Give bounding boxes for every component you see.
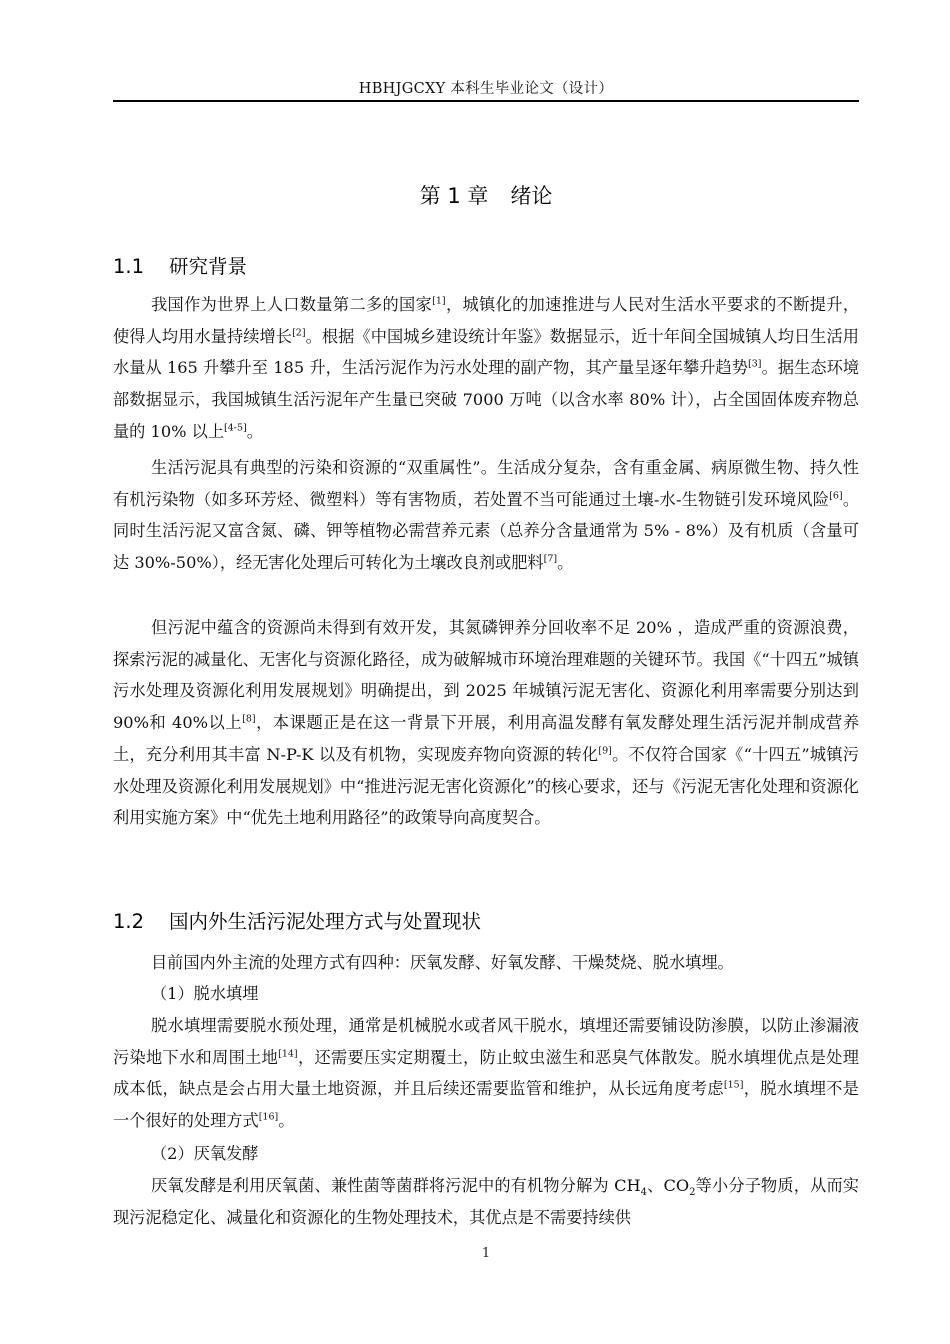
section-heading-1-1	[113, 251, 859, 279]
paragraph-landfill: 脱水填埋需要脱水预处理，通常是机械脱水或者风干脱水，填埋还需要铺设防渗膜，以防止渗漏液污染地下水和周围土地[14]，还需要压实定期覆土，防止蚊虫滋生和恶臭气体散发。脱水填埋优点是处理成本低，缺点是会占用大量土地资源，并且后续还需要监管和维护，从长远角度考虑[15]，脱水填埋不是一个很好的处理方式[16]。	[113, 1016, 859, 1131]
section-number: 1.1	[113, 255, 145, 278]
citation: [1]	[432, 295, 446, 307]
citation: [15]	[723, 1080, 744, 1092]
chapter-title	[113, 180, 859, 210]
list-item-anaerobic: （2）厌氧发酵	[151, 1144, 259, 1163]
chapter-name: 绪论	[510, 184, 553, 208]
citation: [14]	[278, 1048, 298, 1060]
section-heading-1-2	[113, 906, 859, 934]
paragraph-background-1: 我国作为世界上人口数量第二多的国家[1]，城镇化的加速推进与人民对生活水平要求的不断提升，使得人均用水量持续增长[2]。根据《中国城乡建设统计年鉴》数据显示，近十年间全国城镇人均日生活用水量从 165 升攀升至 185 升，生活污泥作为污水处理的副产物，其产量呈逐年攀升趋势[3]。据生态环境部数据显示，我国城镇生活污泥年产生量已突破 7000 万吨（以含水率 80% 计），占全国固体废弃物总量的 10% 以上[4-5]。	[113, 295, 860, 441]
page-number: 1	[481, 1246, 491, 1261]
citation: [7]	[543, 553, 558, 565]
citation: [16]	[258, 1111, 279, 1123]
citation: [3]	[748, 359, 762, 371]
section-title: 研究背景	[169, 255, 248, 278]
citation: [9]	[598, 745, 612, 757]
list-item-landfill: （1）脱水填埋	[151, 984, 259, 1003]
paragraph-anaerobic: 厌氧发酵是利用厌氧菌、兼性菌等菌群将污泥中的有机物分解为 $CH_4$、$CO_2$等小分子物质，从而实现污泥稳定化、减量化和资源化的生物处理技术，其优点是不需要持续供	[113, 1176, 859, 1227]
paragraph-background-2: 生活污泥具有典型的污染和资源的“双重属性”。生活成分复杂，含有重金属、病原微生物、持久性有机污染物（如多环芳烃、微塑料）等有害物质，若处置不当可能通过土壤-水-生物链引发环境风险[6]。同时生活污泥又富含氮、磷、钾等植物必需营养元素（总养分含量通常为 5% - 8%）及有机质（含量可达 30%-50%），经无害化处理后可转化为土壤改良剂或肥料[7]。	[113, 458, 859, 573]
citation: [2]	[292, 327, 306, 339]
running-header: HBHJGCXY 本科生毕业论文（设计）	[358, 81, 614, 97]
citation: [8]	[242, 713, 256, 725]
section-title: 国内外生活污泥处理方式与处置现状	[169, 910, 482, 933]
paragraph-methods-intro: 目前国内外主流的处理方式有四种：厌氧发酵、好氧发酵、干燥焚烧、脱水填埋。	[151, 953, 734, 972]
subscript: 4	[640, 1187, 647, 1199]
section-number: 1.2	[113, 910, 145, 933]
chapter-label: 第 1 章	[419, 184, 489, 208]
citation: [6]	[829, 490, 843, 502]
paragraph-background-3: 但污泥中蕴含的资源尚未得到有效开发，其氮磷钾养分回收率不足 20% ，造成严重的资源浪费，探索污泥的减量化、无害化与资源化路径，成为破解城市环境治理难题的关键环节。我国《“十四五”城镇污水处理及资源化利用发展规划》明确提出，到 2025 年城镇污泥无害化、资源化利用率需要分别达到 90%和 40%以上[8]，本课题正是在这一背景下开展，利用高温发酵有氧发酵处理生活污泥并制成营养土，充分利用其丰富 N-P-K 以及有机物，实现废弃物向资源的转化[9]。不仅符合国家《“十四五”城镇污水处理及资源化利用发展规划》中“推进污泥无害化资源化”的核心要求，还与《污泥无害化处理和资源化利用实施方案》中“优先土地利用路径”的政策导向高度契合。	[113, 618, 860, 828]
subscript: 2	[689, 1187, 696, 1199]
citation: [4-5]	[224, 422, 247, 434]
header-rule	[113, 100, 859, 102]
